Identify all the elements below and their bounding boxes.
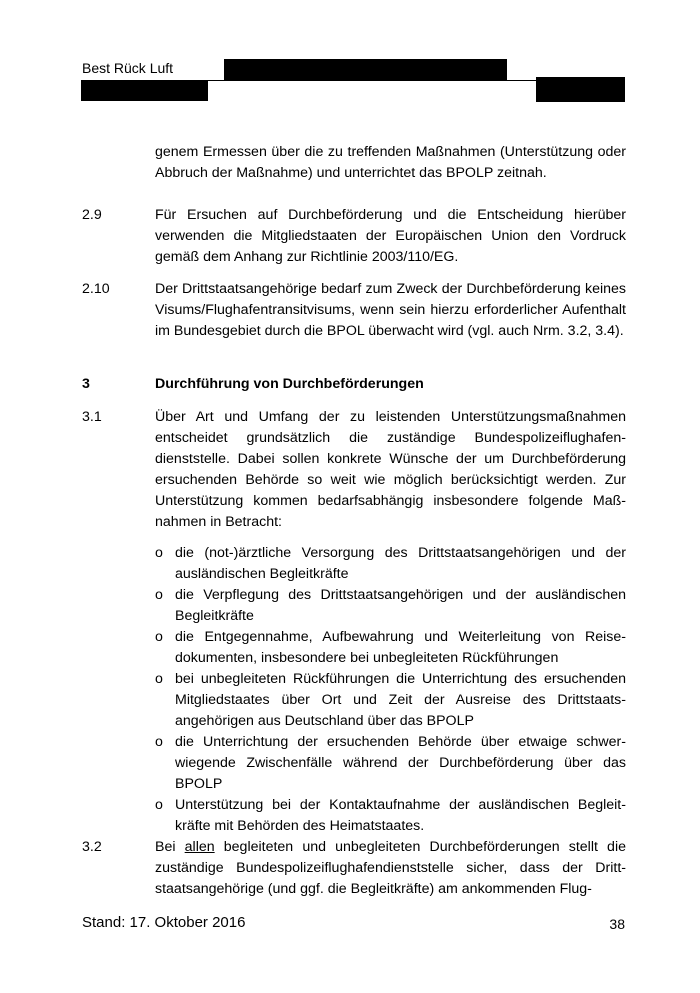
bullet-marker: o [155,587,163,603]
list-item-text: die Unterrichtung der ersuchenden Behörde über etwaige schwerwiegende Zwischenfälle während der Durchbeförderung über das BPOLP [175,734,626,792]
intro-paragraph: genem Ermessen über die zu treffenden Maßnahmen (Unterstützung oder Abbruch der Maßnahme) und unterrichtet das BPOLP zeitnah. [155,144,626,181]
page-number: 38 [609,916,625,932]
chapter-heading: Durchführung von Durchbeförderungen [155,376,424,392]
chapter-number: 3 [82,376,90,392]
footer-date: Stand: 17. Oktober 2016 [82,914,246,931]
redaction-bar [224,59,507,80]
list-item-text: Unterstützung bei der Kontaktaufnahme der ausländischen Begleitkräfte mit Behörden des Heimatstaates. [175,797,626,834]
list-item-text: die Entgegennahme, Aufbewahrung und Weiterleitung von Reisedokumenten, insbesondere bei unbegleiteten Rückführungen [175,629,626,666]
list-item [155,627,626,669]
bullet-marker: o [155,734,163,750]
bullet-marker: o [155,671,163,687]
list-item-text: die (not-)ärztliche Versorgung des Drittstaatsangehörigen und der ausländischen Begleitkräfte [175,545,626,582]
section-number: 2.10 [82,281,110,297]
bullet-marker: o [155,629,163,645]
list-item-text: die Verpflegung des Drittstaatsangehörigen und der ausländischen Begleitkräfte [175,587,626,624]
list-item [155,732,626,795]
list-item [155,669,626,732]
list-item [155,543,626,585]
text-fragment: Bei [155,839,185,855]
section-text: Der Drittstaatsangehörige bedarf zum Zweck der Durchbeförderung keines Visums/Flughafentransitvisums, wenn sein hierzu erforderlicher Aufenthalt im Bundesgebiet durch die BPOL überwacht wird (vgl. auch Nrm. 3.2, 3.4). [155,281,626,339]
section-text [155,837,626,900]
section-number: 3.1 [82,409,102,425]
section-text: Für Ersuchen auf Durchbeförderung und die Entscheidung hierüber verwenden die Mitgliedstaaten der Europäischen Union den Vordruck gemäß dem Anhang zur Richtlinie 2003/110/EG. [155,207,626,265]
redaction-bar [536,77,625,102]
list-item [155,585,626,627]
bullet-marker: o [155,545,163,561]
header-title: Best Rück Luft [82,60,174,76]
list-item-text: bei unbegleiteten Rückführungen die Unterrichtung des ersuchenden Mitgliedstaates über Ort und Zeit der Ausreise des Drittstaatsangehörigen aus Deutschland über das BPOLP [175,671,626,729]
section-number: 3.2 [82,839,102,855]
text-fragment: begleiteten und unbegleiteten Durchbeförderungen stellt die zuständige Bundespolizeiflughafendienststelle sicher, dass der Drittstaatsangehörige (und ggf. die Begleitkräfte) am ankommenden Flug- [155,839,626,897]
redaction-bar [81,80,208,101]
underlined-word: allen [184,839,215,855]
section-number: 2.9 [82,207,102,223]
bullet-marker: o [155,797,163,813]
section-text: Über Art und Umfang der zu leistenden Unterstützungsmaßnahmen entscheidet grundsätzlich die zuständige Bundespolizeiflughafendienststelle. Dabei sollen konkrete Wünsche der um Durchbeförderung ersuchenden Behörde so weit wie möglich berücksichtigt werden. Zur Unterstützung kommen bedarfsabhängig insbesondere folgende Maßnahmen in Betracht: [155,409,626,530]
list-item [155,795,626,837]
measures-list [155,543,626,837]
